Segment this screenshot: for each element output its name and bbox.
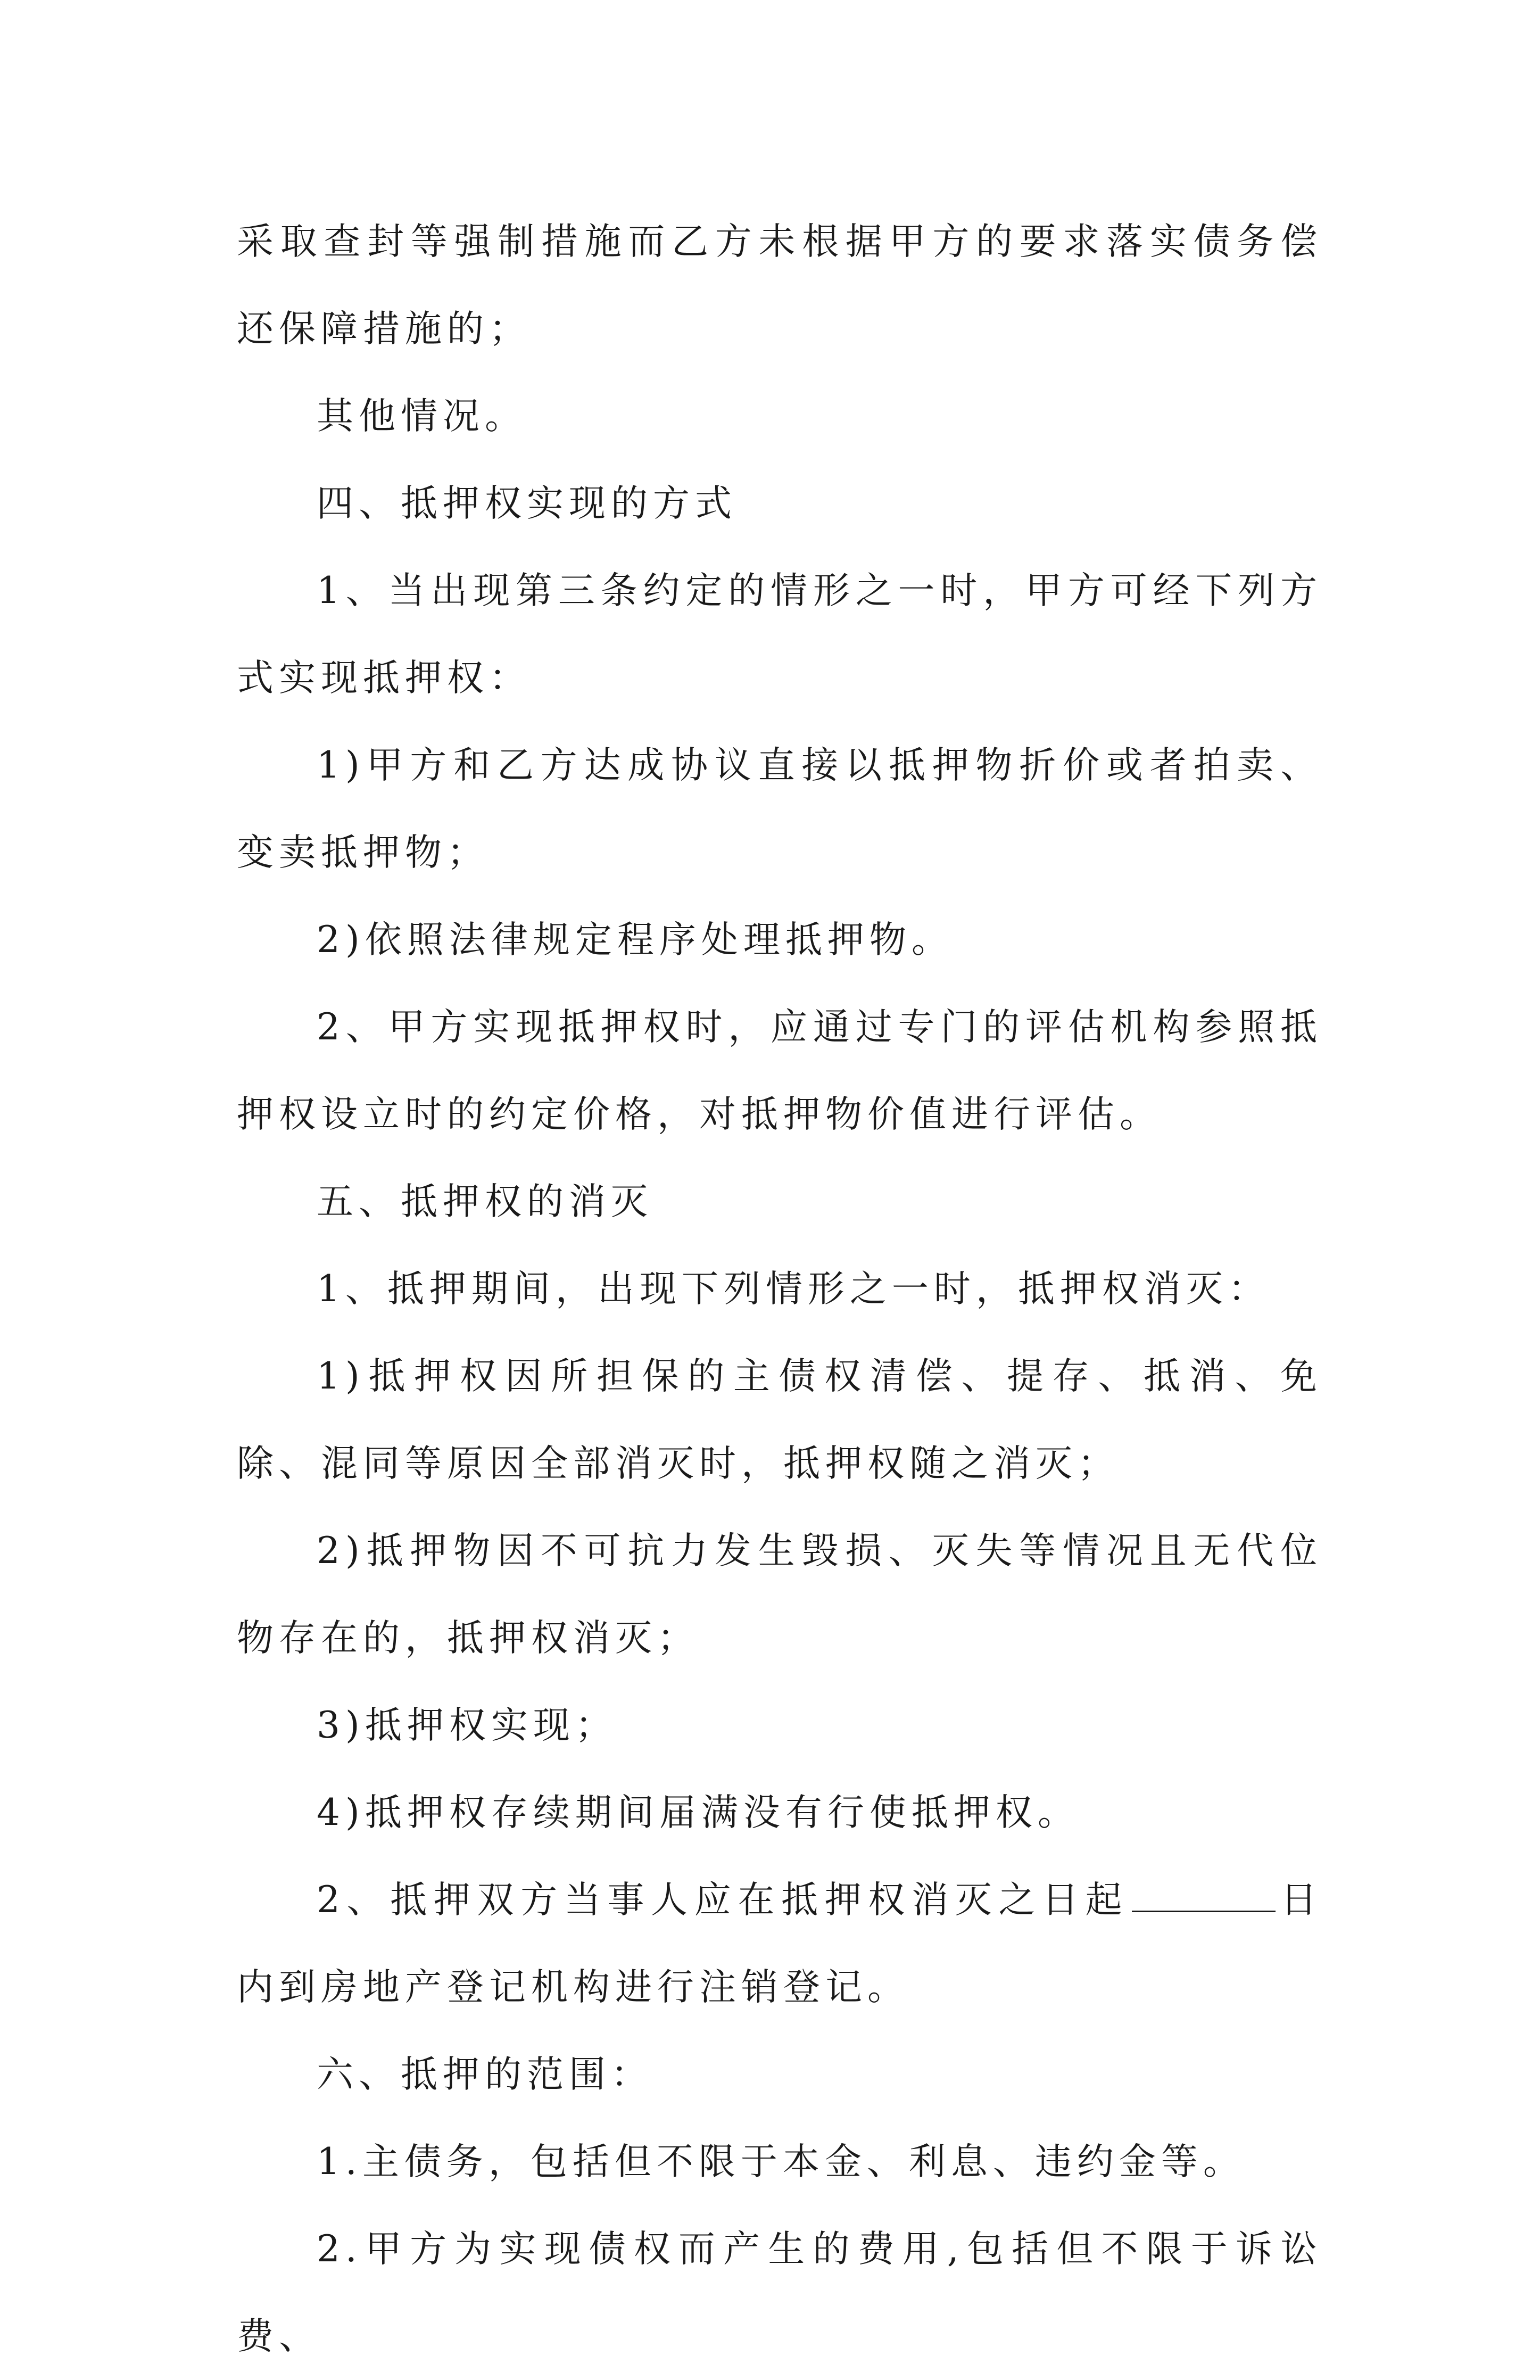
paragraph-2: 其他情况。 [317,395,527,437]
paragraph-1: 采取查封等强制措施而乙方未根据甲方的要求落实债务偿还保障措施的； [237,220,1322,350]
paragraph-14-after-blank: 日内到房地产登记机构进行注销登记。 [237,1879,1322,2009]
paragraph-9: 1、抵押期间，出现下列情形之一时，抵押权消灭： [317,1268,1270,1310]
paragraph-12: 3)抵押权实现； [317,1704,617,1747]
section-heading-6: 六、抵押的范围： [317,2053,653,2096]
fill-in-blank-days [1132,1879,1276,1912]
paragraph-5: 1)甲方和乙方达成协议直接以抵押物折价或者拍卖、变卖抵押物； [237,744,1322,874]
paragraph-14 [237,1856,1322,2031]
paragraph-4: 1、当出现第三条约定的情形之一时，甲方可经下列方式实现抵押权： [237,569,1322,699]
paragraph-16: 1.主债务，包括但不限于本金、利息、违约金等。 [317,2141,1245,2183]
section-heading-4: 四、抵押权实现的方式 [317,482,737,525]
section-heading-5: 五、抵押权的消灭 [317,1180,653,1223]
paragraph-17: 2.甲方为实现债权而产生的费用,包括但不限于诉讼费、 [237,2228,1322,2358]
paragraph-13: 4)抵押权存续期间届满没有行使抵押权。 [317,1791,1080,1834]
paragraph-6: 2)依照法律规定程序处理抵押物。 [317,919,954,961]
paragraph-7: 2、甲方实现抵押权时，应通过专门的评估机构参照抵押权设立时的约定价格，对抵押物价值进行评估。 [237,1006,1322,1136]
document-body [237,198,1322,2380]
paragraph-10: 1)抵押权因所担保的主债权清偿、提存、抵消、免除、混同等原因全部消灭时，抵押权随之消灭； [237,1355,1322,1485]
paragraph-11: 2)抵押物因不可抗力发生毁损、灭失等情况且无代位物存在的，抵押权消灭； [237,1530,1322,1659]
paragraph-14-before-blank: 2、抵押双方当事人应在抵押权消灭之日起 [317,1879,1129,1921]
